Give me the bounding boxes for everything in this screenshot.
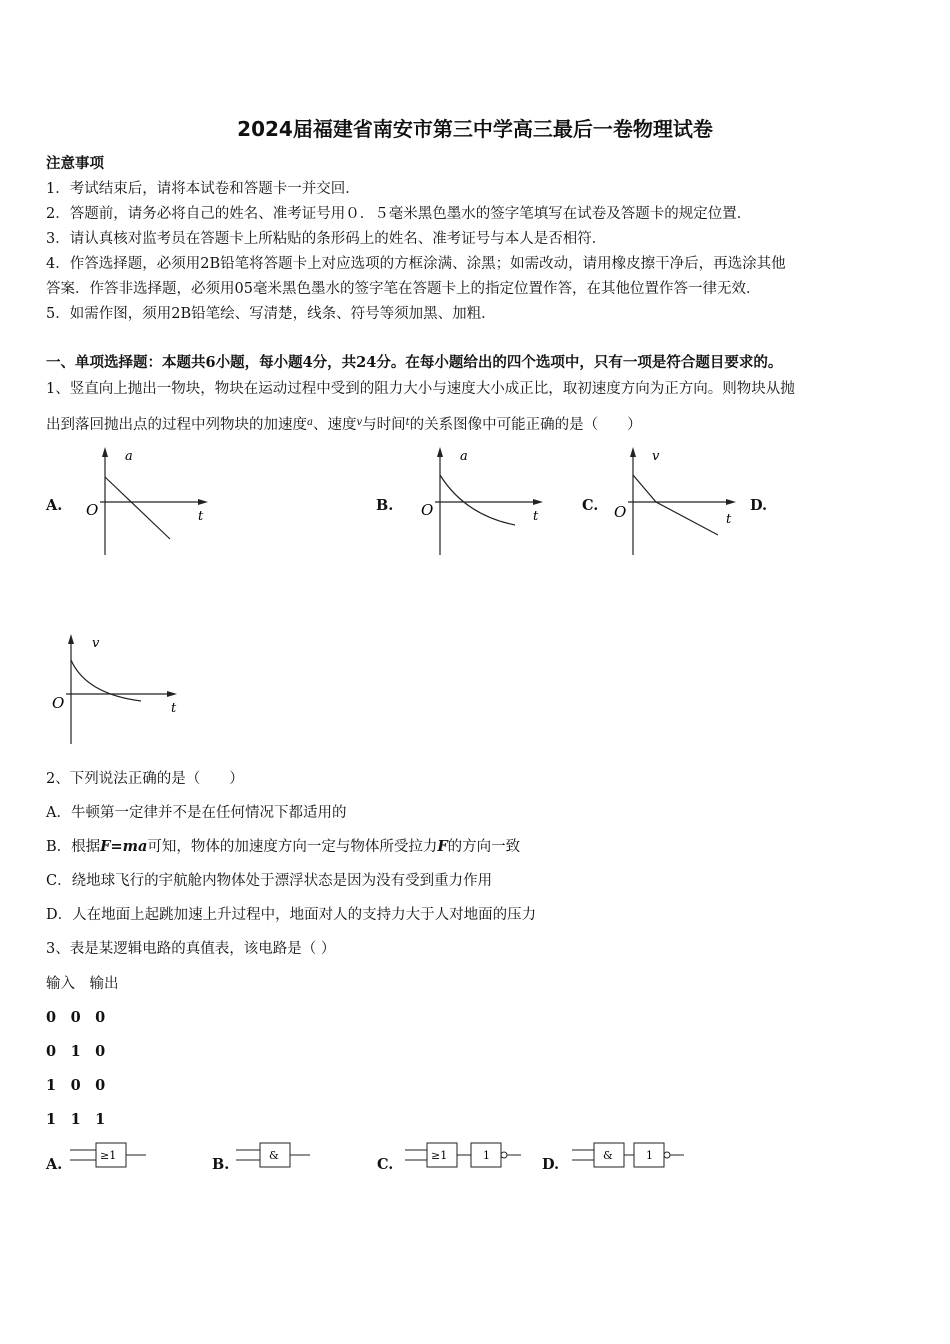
graph-d-x-label: t [171,701,177,716]
page-title: 2024届福建省南安市第三中学高三最后一卷物理试卷 [237,117,713,141]
q2-option-d[interactable]: D．人在地面上起跳加速上升过程中，地面对人的支持力大于人对地面的压力 [46,907,537,923]
graph-a-curve [105,477,170,539]
q3-option-b-label[interactable]: B. [212,1156,230,1173]
q3-option-a-label[interactable]: A. [46,1156,63,1173]
q3-row-2: 0 1 0 [46,1043,106,1060]
q2-option-c[interactable]: C．绕地球飞行的宇航舱内物体处于漂浮状态是因为没有受到重力作用 [46,873,493,889]
graph-c-origin: O [614,503,627,521]
q1-option-b-label[interactable]: B. [376,497,394,514]
q3-table-header: 输入 输出 [46,976,119,992]
gate-b-symbol: & [269,1149,279,1162]
gate-d-symbol1: & [603,1149,613,1162]
graph-b-origin: O [421,501,434,519]
q3-gate-d [572,1140,692,1170]
q1-graph-b [415,445,555,557]
gate-d-symbol2: 1 [646,1149,653,1162]
q2-option-a[interactable]: A．牛顿第一定律并不是在任何情况下都适用的 [46,805,347,821]
graph-c-curve [633,475,718,535]
q1-graph-c [608,445,748,557]
q2-stem: 2、下列说法正确的是（ ） [46,771,244,787]
q3-gate-a [70,1140,150,1170]
q3-gate-c [405,1140,525,1170]
notice-item-4-cont: 答案．作答非选择题，必须用05毫米黑色墨水的签字笔在答题卡上的指定位置作答，在其他位置作答一律无效． [46,281,761,297]
q3-option-d-label[interactable]: D. [542,1156,560,1173]
q2-option-b[interactable]: B．根据F=ma可知，物体的加速度方向一定与物体所受拉力F的方向一致 [46,838,521,855]
graph-c-x-label: t [726,512,732,527]
graph-c-y-label: v [652,449,660,464]
q3-row-4: 1 1 1 [46,1111,106,1128]
q1-option-a-label[interactable]: A. [46,497,63,514]
graph-a-x-label: t [198,509,204,524]
graph-b-x-label: t [533,509,539,524]
notice-item-3: 3．请认真核对监考员在答题卡上所粘贴的条形码上的姓名、准考证号与本人是否相符． [46,231,607,247]
gate-c-symbol1: ≥1 [431,1149,448,1162]
gate-c-symbol2: 1 [483,1149,490,1162]
q3-stem: 3、表是某逻辑电路的真值表，该电路是（ ） [46,941,336,957]
notice-item-1: 1．考试结束后，请将本试卷和答题卡一并交回． [46,181,360,197]
graph-b-curve [440,475,515,525]
notice-heading: 注意事项 [46,155,104,172]
graph-a-y-label: a [125,449,133,464]
graph-b-y-label: a [460,449,468,464]
q1-line2: 出到落回抛出点的过程中列物块的加速度$^a$、速度$^v$与时间$^t$的关系图像中可能正确的是（ ） [46,417,642,433]
graph-d-y-label: v [92,636,100,651]
graph-d-origin: O [52,694,65,712]
q1-option-c-label[interactable]: C. [582,497,599,514]
q1-graph-a [80,445,220,557]
notice-item-4: 4．作答选择题，必须用2B铅笔将答题卡上对应选项的方框涂满、涂黑；如需改动，请用橡皮擦干净后，再选涂其他 [46,256,786,272]
q3-gate-b [236,1140,316,1170]
section-heading: 一、单项选择题：本题共6小题，每小题4分，共24分。在每小题给出的四个选项中，只有一项是符合题目要求的。 [46,354,783,371]
q3-row-3: 1 0 0 [46,1077,106,1094]
notice-item-5: 5．如需作图，须用2B铅笔绘、写清楚，线条、符号等须加黑、加粗． [46,306,496,322]
gate-a-symbol: ≥1 [100,1149,117,1162]
q3-option-c-label[interactable]: C. [377,1156,394,1173]
graph-d-curve [71,660,141,701]
q1-option-d-label[interactable]: D. [750,497,768,514]
q1-line1: 1、竖直向上抛出一物块，物块在运动过程中受到的阻力大小与速度大小成正比，取初速度方向为正方向。则物块从抛 [46,381,795,397]
q3-row-1: 0 0 0 [46,1009,106,1026]
graph-a-origin: O [86,501,99,519]
notice-item-2: 2．答题前，请务必将自己的姓名、准考证号用０．５毫米黑色墨水的签字笔填写在试卷及答题卡的规定位置． [46,206,752,222]
q1-graph-d [46,632,186,747]
